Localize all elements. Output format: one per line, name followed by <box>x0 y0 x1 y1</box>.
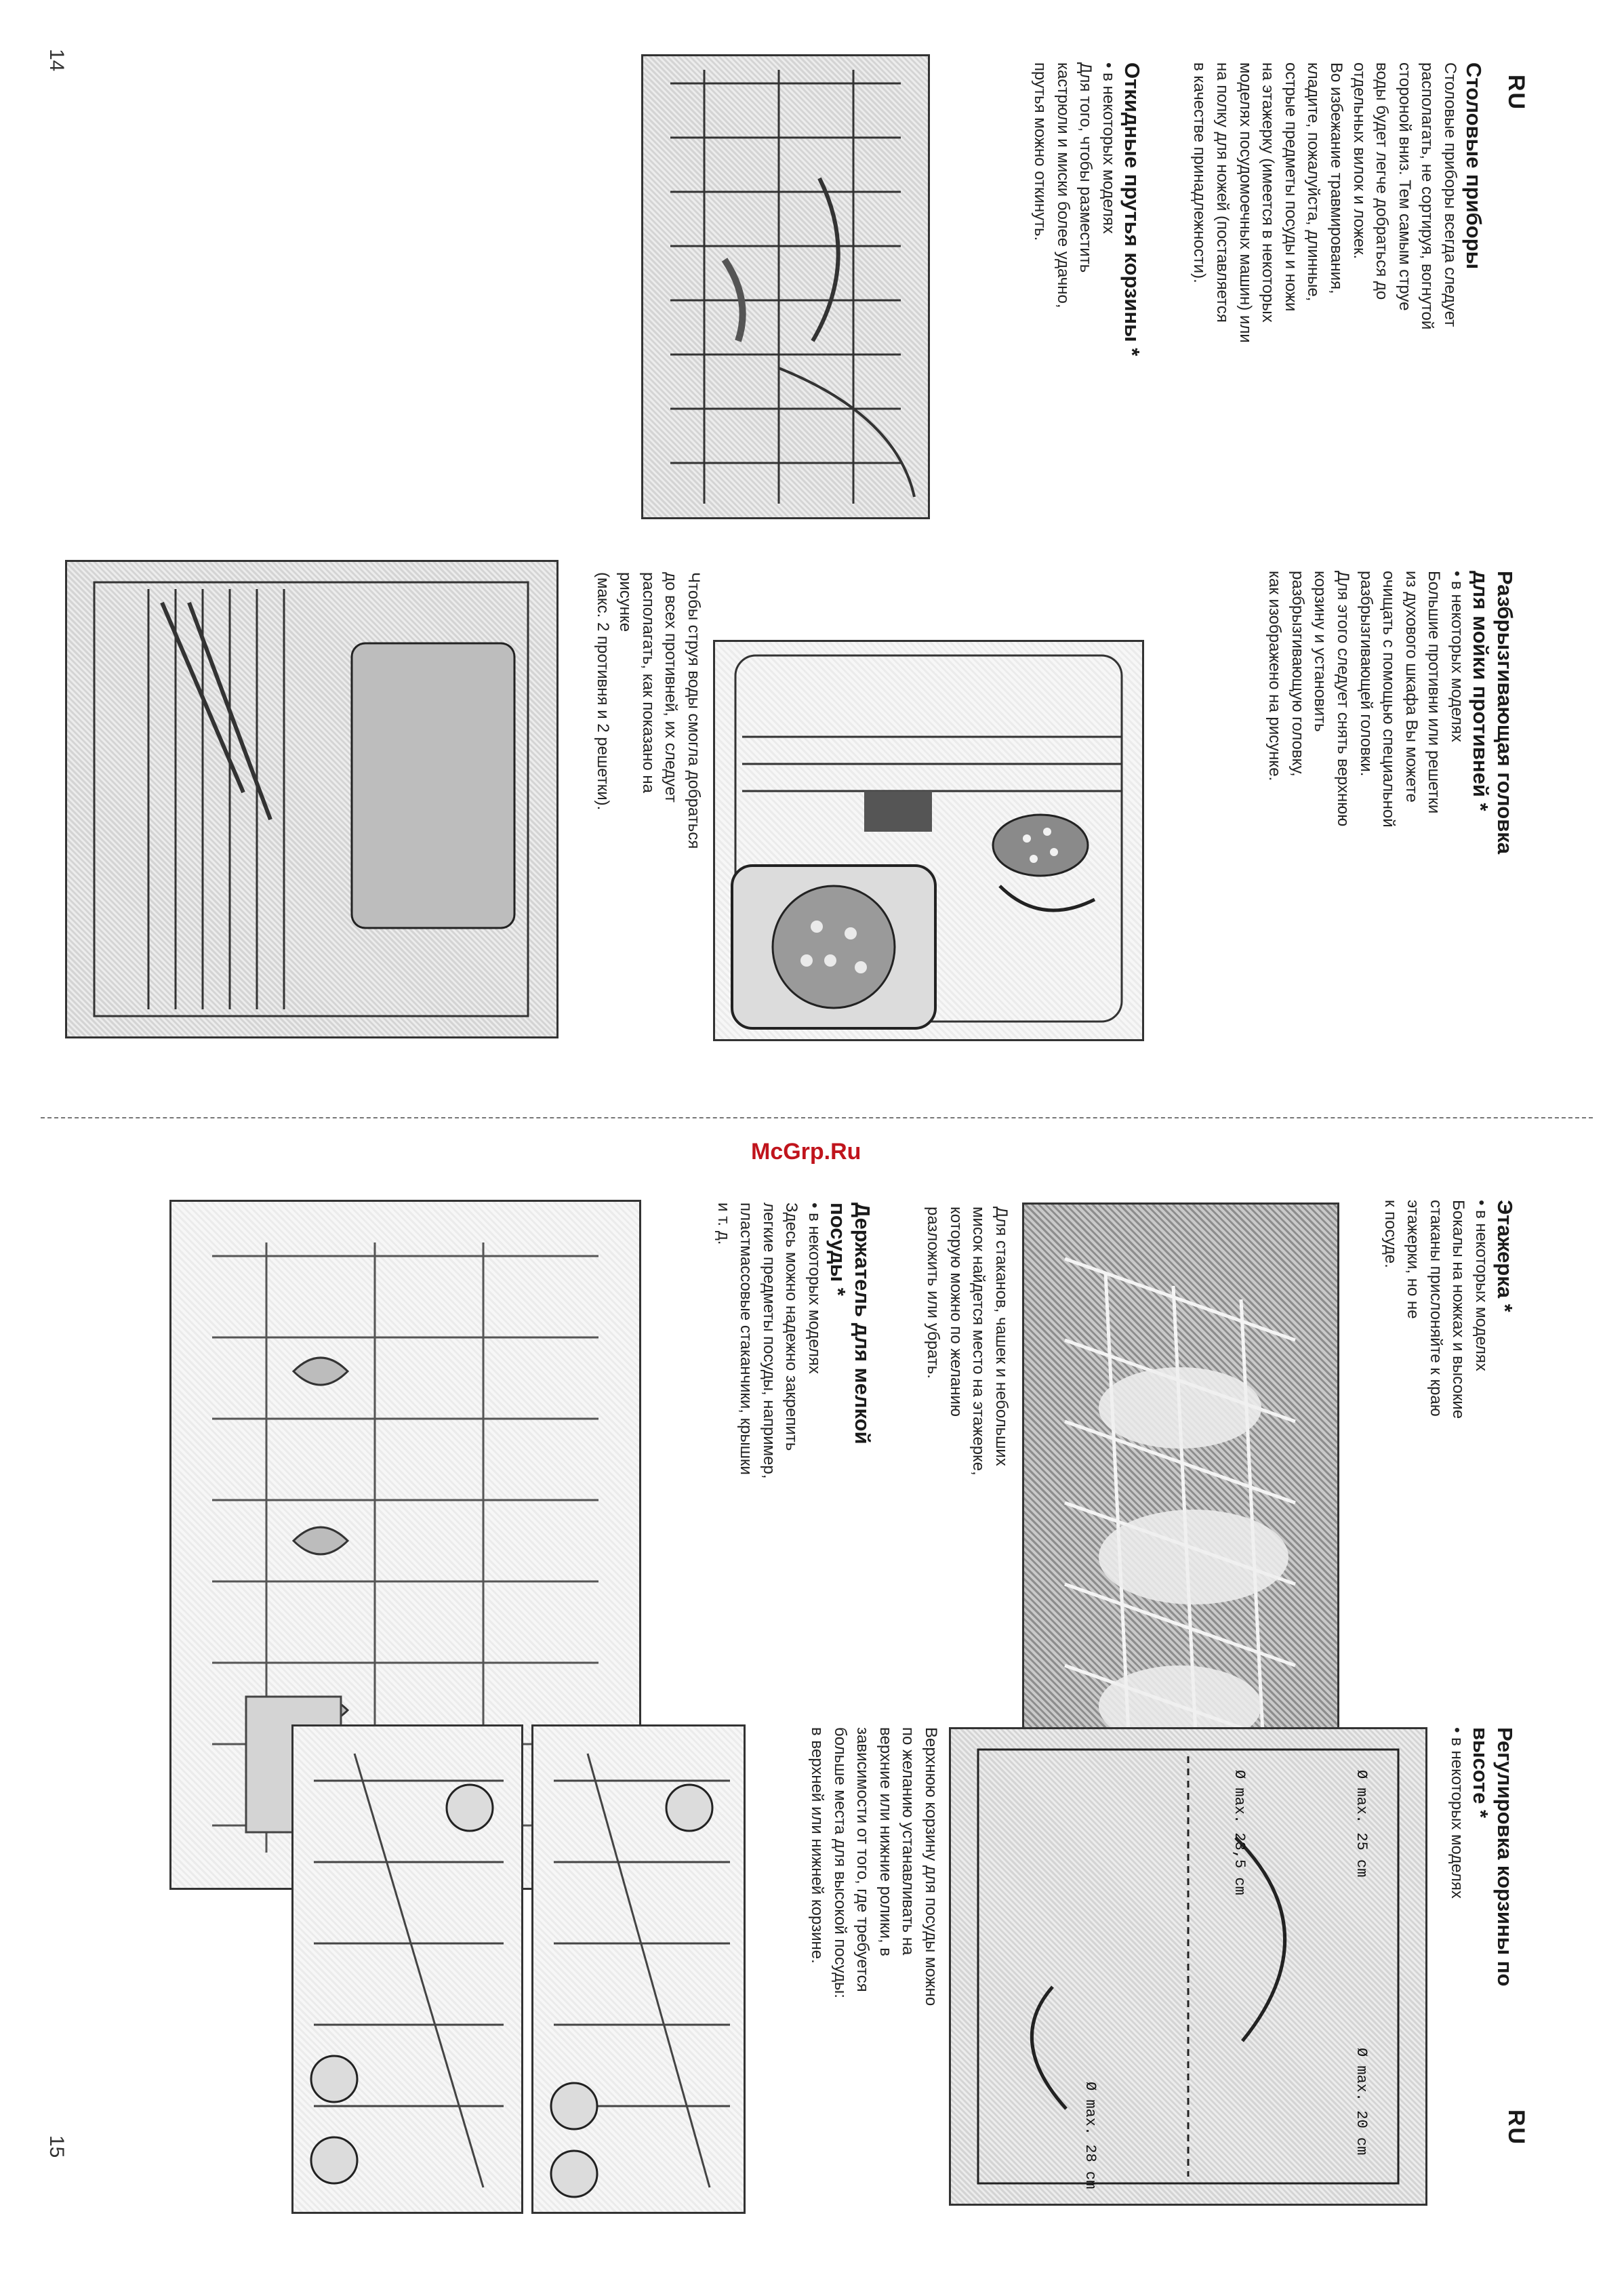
height-adjust-text-block <box>805 1727 942 2202</box>
language-tag-right: RU <box>1503 2109 1529 2146</box>
text-line: Чтобы струя воды смогла добраться <box>685 572 703 849</box>
text-line: которую можно по желанию <box>946 1207 965 1417</box>
text-line: до всех противней, их следует <box>662 572 681 803</box>
shelf-text-bottom <box>922 1207 1013 1668</box>
shelf-bullet: • в некоторых моделях <box>1472 1200 1490 1371</box>
text-line: в качестве принадлежности). <box>1190 62 1209 283</box>
spray-head-bullet: • в некоторых моделях <box>1448 571 1466 742</box>
text-line: Бокалы на ножках и высокие <box>1449 1200 1468 1419</box>
text-line: пластмассовые стаканчики, крышки <box>737 1203 756 1475</box>
page-number-left: 14 <box>45 49 68 72</box>
small-holder-title-line2 <box>826 1203 850 1677</box>
basket-tines-drawing <box>643 56 928 517</box>
small-holder-title-line2-text: посуды <box>826 1203 850 1282</box>
text-line: рисунке <box>616 572 635 632</box>
bullet-text: в некоторых моделях <box>1448 1737 1466 1899</box>
text-line: Большие противни или решетки <box>1425 571 1444 814</box>
text-line: острые предметы посуды и ножи <box>1281 62 1300 312</box>
lower-rollers-illustration <box>291 1724 523 2214</box>
trays-drawing <box>67 562 556 1036</box>
asterisk: * <box>826 1287 850 1296</box>
text-line: Верхнюю корзину для посуды можно <box>922 1727 940 2006</box>
shelf-section <box>1379 1200 1517 1552</box>
spray-head-closeup <box>773 886 895 1008</box>
spray-head-drawing <box>715 642 1142 1039</box>
watermark: McGrp.Ru <box>751 1139 861 1165</box>
shelf-title <box>1493 1200 1517 1552</box>
bullet-text: в некоторых моделях <box>1099 73 1118 234</box>
text-line: Для стаканов, чашек и небольших <box>992 1207 1011 1466</box>
text-line: на полку для ножей (поставляется <box>1213 62 1232 323</box>
spray-head-title-line2-text: для мойки противней <box>1469 571 1493 797</box>
height-adjust-title-line2 <box>1468 1727 1493 2242</box>
text-line: к посуде. <box>1381 1200 1400 1268</box>
text-line: этажерки, но не <box>1404 1200 1423 1319</box>
spray-head-text <box>1263 571 1446 1099</box>
spray-head-title-line1: Разбрызгивающая головка <box>1493 571 1517 855</box>
text-line: и т. д. <box>714 1203 733 1245</box>
height-adjust-bullet: • в некоторых моделях <box>1448 1727 1466 1899</box>
folding-tines-illustration <box>641 54 930 519</box>
tray-sheet <box>352 643 514 928</box>
text-line: разложить или убрать. <box>924 1207 943 1379</box>
text-line: Во избежание травмирования, <box>1327 62 1346 294</box>
measurement-upper-right: Ø max. 20 cm <box>1353 2048 1370 2156</box>
folding-tines-title <box>1120 62 1144 578</box>
text-line: отдельных вилок и ложек. <box>1349 62 1368 260</box>
spray-head-disc <box>993 815 1088 876</box>
text-line: Для этого следует снять верхнюю <box>1334 571 1353 827</box>
text-line: в верхней или нижней корзине. <box>808 1727 827 1964</box>
text-line: располагать, как показано на <box>638 572 657 793</box>
text-line: располагать, не сортируя, вогнутой <box>1418 62 1437 330</box>
nozzle-connector <box>864 791 932 832</box>
text-line: разбрызгивающую головку, <box>1288 571 1307 777</box>
text-line: верхние или нижние ролики, в <box>876 1727 895 1957</box>
small-holder-section <box>712 1203 874 1677</box>
text-line: корзину и установить <box>1311 571 1330 732</box>
text-line: мисок найдется место на этажерке, <box>969 1207 988 1476</box>
text-line: (макс. 2 противня и 2 решетки). <box>593 572 612 811</box>
asterisk: * <box>1469 1809 1493 1819</box>
page-number-right: 15 <box>45 2135 68 2158</box>
basket-height-illustration <box>949 1727 1427 2206</box>
text-line: зависимости от того, где требуется <box>853 1727 872 1992</box>
language-tag-left: RU <box>1503 75 1529 111</box>
text-line: больше места для высокой посуды: <box>830 1727 849 1998</box>
folding-tines-section <box>1029 62 1144 578</box>
text-line: кладите, пожалуйста, длинные, <box>1304 62 1323 302</box>
asterisk: * <box>1469 803 1493 811</box>
asterisk: * <box>1493 1304 1517 1312</box>
text-line: моделях посудомоечных машин) или <box>1236 62 1255 343</box>
basket-height-drawing <box>951 1729 1425 2204</box>
trays-text <box>591 572 705 1114</box>
measurement-upper-left: Ø max. 25 cm <box>1353 1770 1370 1878</box>
small-holder-bullet: • в некоторых моделях <box>805 1203 824 1374</box>
height-adjust-text <box>805 1727 942 2202</box>
page-fold-line <box>41 1117 1593 1118</box>
trays-illustration <box>65 560 559 1038</box>
text-line: прутья можно откинуть. <box>1031 62 1050 241</box>
text-line: легкие предметы посуды, например, <box>759 1203 778 1479</box>
small-holder-title-line1: Держатель для мелкой <box>851 1203 874 1444</box>
text-line: Здесь можно надежно закрепить <box>782 1203 801 1451</box>
text-line: по желанию устанавливать на <box>899 1727 918 1956</box>
bullet-text: в некоторых моделях <box>1448 581 1466 742</box>
folding-tines-text <box>1029 62 1097 578</box>
text-line: Для того, чтобы разместить <box>1076 62 1095 273</box>
trays-section <box>591 572 705 1114</box>
folding-tines-title-text: Откидные прутья корзины <box>1120 62 1144 342</box>
shelf-text-top <box>1379 1200 1469 1552</box>
text-line: стаканы прислоняйте к краю <box>1426 1200 1445 1417</box>
lower-rollers-drawing <box>293 1726 521 2212</box>
spray-head-illustration <box>713 640 1144 1041</box>
text-line: разбрызгивающей головки. <box>1356 571 1375 777</box>
text-line: на этажерку (имеется в некоторых <box>1259 62 1278 323</box>
measurement-lower-right: Ø max. 28 cm <box>1082 2082 1099 2189</box>
cutlery-title: Столовые приборы <box>1462 62 1486 270</box>
height-adjust-title-line1: Регулировка корзины по <box>1493 1727 1517 1987</box>
shelf-title-text: Этажерка <box>1493 1200 1517 1298</box>
upper-rollers-drawing <box>533 1726 744 2212</box>
text-line: кастрюли и миски более удачно, <box>1053 62 1072 308</box>
small-holder-text <box>712 1203 803 1677</box>
text-line: как изображено на рисунке. <box>1265 571 1284 782</box>
shelf-section-continued <box>922 1207 1013 1668</box>
height-adjust-section <box>1445 1727 1517 2242</box>
text-line: из духового шкафа Вы можете <box>1402 571 1421 803</box>
bullet-text: в некоторых моделях <box>1472 1210 1490 1371</box>
folding-tines-bullet: • в некоторых моделях <box>1099 62 1118 234</box>
text-line: стороной вниз. Тем самым струе <box>1395 62 1414 311</box>
upper-rollers-illustration <box>531 1724 746 2214</box>
bullet-text: в некоторых моделях <box>805 1213 824 1374</box>
height-adjust-title-line2-text: высоте <box>1469 1727 1493 1804</box>
measurement-lower-left: Ø max. 23,5 cm <box>1231 1770 1248 1895</box>
spray-head-title-line2 <box>1468 571 1493 1099</box>
spray-head-section <box>1263 571 1517 1099</box>
text-line: очищать с помощью специальной <box>1379 571 1398 828</box>
text-line: воды будет легче добраться до <box>1373 62 1392 300</box>
text-line: Столовые приборы всегда следует <box>1441 62 1459 327</box>
asterisk: * <box>1120 348 1144 357</box>
